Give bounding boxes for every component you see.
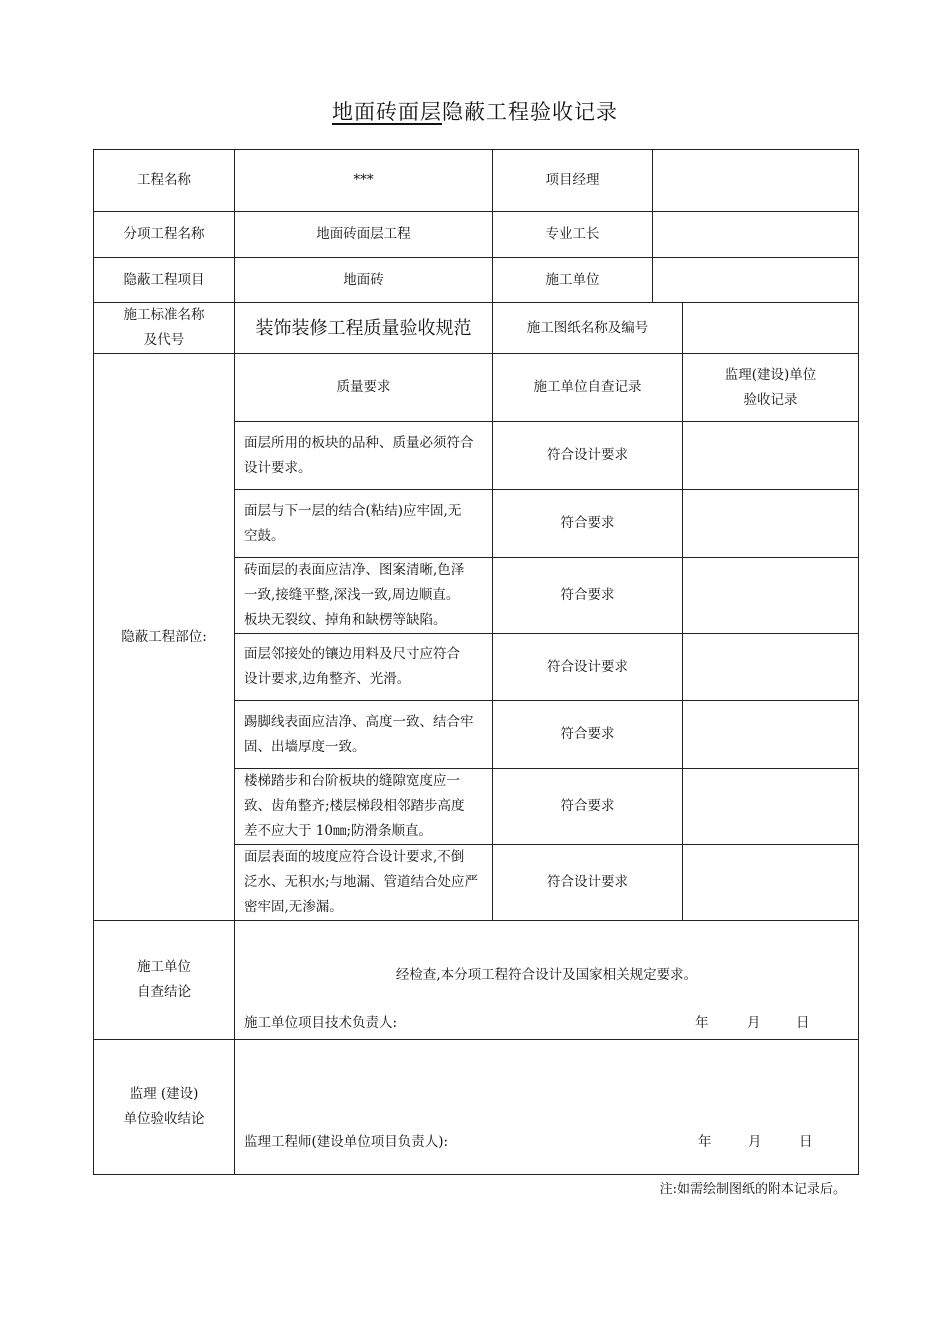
requirement-line: 设计要求,边角整齐、光滑。: [244, 671, 411, 687]
col-quality-header: 质量要求: [235, 354, 493, 422]
self-check-result[interactable]: 符合设计要求: [493, 845, 683, 921]
supervisor-record[interactable]: [683, 845, 859, 921]
col-supervisor-line-2: 验收记录: [743, 391, 798, 408]
supervisor-conclusion-content[interactable]: [235, 1040, 859, 1175]
self-conclusion-label-line-2: 自查结论: [137, 984, 191, 1000]
requirement-line: 设计要求。: [244, 459, 312, 476]
requirement-line: 面层邻接处的镶边用料及尺寸应符合: [244, 646, 460, 662]
self-conclusion-month: 月: [747, 1015, 761, 1031]
standard-label-line-2: 及代号: [143, 332, 185, 348]
supervisor-conclusion-label-line-1: 监理 (建设): [129, 1086, 199, 1102]
quality-requirement: [235, 558, 493, 634]
requirement-line: 踢脚线表面应洁净、高度一致、结合牢: [244, 713, 474, 730]
quality-requirement: [235, 845, 493, 921]
requirement-line: 面层与下一层的结合(粘结)应牢固,无: [244, 502, 462, 519]
self-conclusion-day: 日: [796, 1015, 810, 1031]
row-hidden-item: [94, 258, 859, 303]
supervisor-conclusion-day: 日: [799, 1134, 813, 1150]
supervisor-record[interactable]: [683, 490, 859, 558]
requirement-line: 楼梯踏步和台阶板块的缝隙宽度应一: [244, 773, 460, 789]
self-conclusion-label-line-1: 施工单位: [137, 959, 191, 975]
quality-requirement: [235, 701, 493, 769]
supervisor-record[interactable]: [683, 422, 859, 490]
supervisor-conclusion-month: 月: [748, 1134, 762, 1150]
col-supervisor-line-1: 监理(建设)单位: [724, 366, 817, 383]
hidden-item-value[interactable]: 地面砖: [235, 258, 493, 303]
quality-requirement: [235, 490, 493, 558]
supervisor-record[interactable]: [683, 701, 859, 769]
supervisor-record[interactable]: [683, 769, 859, 845]
row-subproject: [94, 212, 859, 258]
supervisor-conclusion-year: 年: [698, 1134, 712, 1150]
hidden-section-label: 隐蔽工程部位:: [94, 354, 235, 921]
title-underlined-part: 地面砖面层: [332, 100, 442, 124]
supervisor-conclusion-label-line-2: 单位验收结论: [123, 1111, 205, 1127]
quality-requirement: [235, 769, 493, 845]
standard-label-line-1: 施工标准名称: [123, 307, 205, 323]
row-self-conclusion: [94, 921, 859, 1040]
requirement-line: 差不应大于 10㎜;防滑条顺直。: [244, 823, 433, 839]
requirement-line: 固、出墙厚度一致。: [244, 738, 366, 755]
hidden-item-label: 隐蔽工程项目: [94, 258, 235, 303]
acceptance-record-table: [93, 149, 859, 1175]
standard-label: [94, 303, 235, 354]
subproject-label: 分项工程名称: [94, 212, 235, 258]
self-conclusion-content[interactable]: [235, 921, 859, 1040]
contractor-value[interactable]: [653, 258, 859, 303]
requirement-line: 面层所用的板块的品种、质量必须符合: [244, 434, 474, 451]
row-inspection-header: [94, 354, 859, 422]
subproject-value[interactable]: 地面砖面层工程: [235, 212, 493, 258]
project-name-label: 工程名称: [94, 150, 235, 212]
pm-value[interactable]: [653, 150, 859, 212]
row-supervisor-conclusion: [94, 1040, 859, 1175]
requirement-line: 砖面层的表面应洁净、图案清晰,色泽: [244, 562, 465, 578]
quality-requirement: [235, 634, 493, 701]
requirement-line: 密牢固,无渗漏。: [244, 899, 343, 915]
supervisor-conclusion-signer: 监理工程师(建设单位项目负责人):: [244, 1134, 449, 1150]
title-rest: 隐蔽工程验收记录: [442, 100, 618, 124]
row-project-name: [94, 150, 859, 212]
self-check-result[interactable]: 符合设计要求: [493, 634, 683, 701]
requirement-line: 泛水、无积水;与地漏、管道结合处应严: [244, 874, 479, 890]
col-self-check-header: 施工单位自查记录: [493, 354, 683, 422]
project-name-value[interactable]: ***: [235, 150, 493, 212]
self-check-result[interactable]: 符合要求: [493, 558, 683, 634]
contractor-label: 施工单位: [493, 258, 653, 303]
requirement-line: 一致,接缝平整,深浅一致,周边顺直。: [244, 587, 460, 603]
standard-value[interactable]: 装饰装修工程质量验收规范: [235, 303, 493, 354]
supervisor-conclusion-label: [94, 1040, 235, 1175]
self-check-result[interactable]: 符合要求: [493, 490, 683, 558]
self-conclusion-signer: 施工单位项目技术负责人:: [244, 1015, 398, 1031]
self-check-result[interactable]: 符合要求: [493, 701, 683, 769]
pm-label: 项目经理: [493, 150, 653, 212]
document-title: [0, 96, 950, 126]
foreman-value[interactable]: [653, 212, 859, 258]
row-standard: [94, 303, 859, 354]
col-supervisor-header: [683, 354, 859, 422]
self-conclusion-label: [94, 921, 235, 1040]
self-check-result[interactable]: 符合要求: [493, 769, 683, 845]
self-conclusion-year: 年: [695, 1015, 709, 1031]
self-conclusion-message: 经检查,本分项工程符合设计及国家相关规定要求。: [395, 967, 698, 983]
supervisor-record[interactable]: [683, 634, 859, 701]
requirement-line: 板块无裂纹、掉角和缺楞等缺陷。: [244, 612, 447, 628]
drawing-label: 施工图纸名称及编号: [493, 303, 683, 354]
foreman-label: 专业工长: [493, 212, 653, 258]
self-check-result[interactable]: 符合设计要求: [493, 422, 683, 490]
requirement-line: 致、齿角整齐;楼层梯段相邻踏步高度: [244, 798, 465, 814]
supervisor-record[interactable]: [683, 558, 859, 634]
requirement-line: 面层表面的坡度应符合设计要求,不倒: [244, 849, 465, 865]
drawing-value[interactable]: [683, 303, 859, 354]
quality-requirement: [235, 422, 493, 490]
footnote: 注:如需绘制图纸的附本记录后。: [659, 1182, 846, 1197]
requirement-line: 空鼓。: [244, 527, 285, 544]
